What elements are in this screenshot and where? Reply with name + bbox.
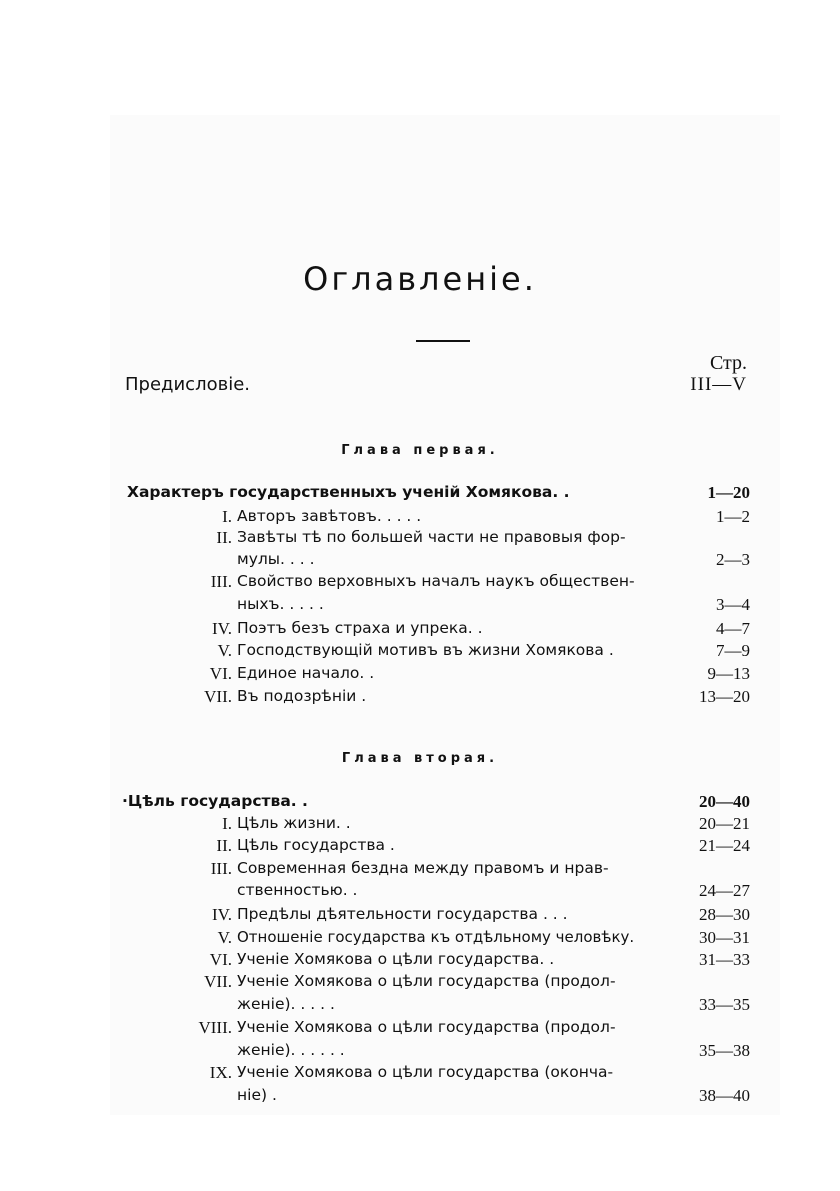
toc-row-pages: 20—21 (699, 814, 750, 833)
chapter-1-heading: Глава первая. (341, 443, 499, 458)
toc-row-text-continued: мулы. . . . (237, 550, 315, 568)
toc-row-number: IV. (212, 619, 232, 638)
toc-row-number: VII. (204, 687, 232, 706)
toc-row-text: Отношеніе государства къ отдѣльному человѣку. (237, 928, 635, 946)
toc-row-pages: 2—3 (716, 550, 750, 569)
toc-row-text: Поэтъ безъ страха и упрека. . (237, 619, 483, 637)
preface-pages: III—V (690, 374, 747, 395)
toc-row-text: Единое начало. . (237, 664, 375, 682)
toc-row-pages: 28—30 (699, 905, 750, 924)
toc-row-pages: 24—27 (699, 881, 750, 900)
preface-entry: Предисловіе. (125, 374, 250, 395)
toc-row-number: I. (222, 507, 232, 526)
toc-row-pages: 31—33 (699, 950, 750, 969)
toc-row-text: Цѣль жизни. . (237, 814, 351, 832)
toc-row-text: Ученіе Хомякова о цѣли государства (продол- (237, 1018, 616, 1036)
toc-row-number: V. (217, 928, 232, 947)
chapter-2-pages: 20—40 (699, 792, 750, 811)
toc-row-text: Свойство верховныхъ началъ наукъ обществен- (237, 572, 635, 590)
toc-row-text-continued: женіе). . . . . (237, 995, 335, 1013)
toc-row-number: IX. (209, 1063, 232, 1082)
toc-row-text: Ученіе Хомякова о цѣли государства (оконча- (237, 1063, 614, 1081)
toc-row-pages: 9—13 (707, 664, 750, 683)
toc-row-text-continued: ныхъ. . . . . (237, 595, 324, 613)
title-divider (416, 340, 470, 342)
toc-row-pages: 30—31 (699, 928, 750, 947)
toc-row-text-continued: женіе). . . . . . (237, 1041, 345, 1059)
toc-row-pages: 35—38 (699, 1041, 750, 1060)
toc-row-number: VI. (209, 664, 232, 683)
toc-row-pages: 33—35 (699, 995, 750, 1014)
toc-row-text: Ученіе Хомякова о цѣли государства (продол- (237, 972, 616, 990)
toc-row-text: Современная бездна между правомъ и нрав- (237, 859, 609, 877)
toc-row-number: III. (210, 859, 232, 878)
toc-row-text: Ученіе Хомякова о цѣли государства. . (237, 950, 555, 968)
toc-row-text-continued: ственностью. . (237, 881, 358, 899)
toc-row-number: IV. (212, 905, 232, 924)
toc-row-pages: 38—40 (699, 1086, 750, 1105)
chapter-1-title: Характеръ государственныхъ ученій Хомякова. . (127, 483, 570, 501)
page-title: Оглавленіе. (303, 260, 537, 298)
toc-row-text: Въ подозрѣніи . (237, 687, 367, 705)
toc-row-pages: 3—4 (716, 595, 750, 614)
toc-row-number: II. (216, 836, 232, 855)
toc-row-text-continued: ніе) . (237, 1086, 277, 1104)
toc-row-number: VI. (209, 950, 232, 969)
page-column-label: Стр. (709, 352, 747, 374)
chapter-1-pages: 1—20 (707, 483, 750, 502)
toc-row-text: Цѣль государства . (237, 836, 395, 854)
toc-row-pages: 21—24 (699, 836, 750, 855)
toc-row-number: III. (210, 572, 232, 591)
chapter-2-heading: Глава вторая. (341, 751, 499, 766)
chapter-2-title: ·Цѣль государства. . (122, 792, 308, 810)
toc-row-text: Авторъ завѣтовъ. . . . . (237, 507, 422, 525)
toc-row-number: II. (216, 528, 232, 547)
toc-row-pages: 7—9 (716, 641, 750, 660)
toc-row-pages: 13—20 (699, 687, 750, 706)
toc-row-text: Господствующій мотивъ въ жизни Хомякова . (237, 641, 614, 659)
toc-row-pages: 1—2 (716, 507, 750, 526)
toc-row-number: I. (222, 814, 232, 833)
toc-row-number: V. (217, 641, 232, 660)
toc-row-text: Предѣлы дѣятельности государства . . . (237, 905, 568, 923)
toc-row-text: Завѣты тѣ по большей части не правовыя фор- (237, 528, 626, 546)
toc-row-number: VIII. (198, 1018, 232, 1037)
toc-row-number: VII. (204, 972, 232, 991)
toc-row-pages: 4—7 (716, 619, 750, 638)
